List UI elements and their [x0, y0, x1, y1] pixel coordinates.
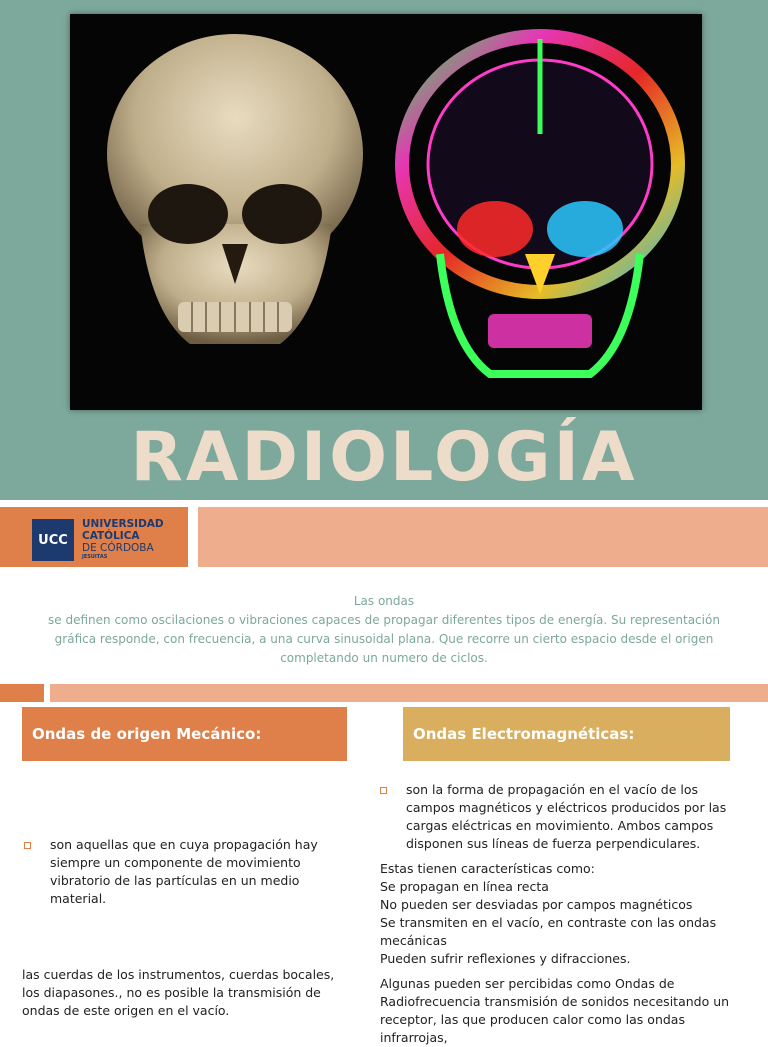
- feature-line: Estas tienen características como:: [380, 861, 595, 876]
- feature-line: No pueden ser desviadas por campos magnéticos: [380, 897, 693, 912]
- logo-line-1: UNIVERSIDAD: [82, 518, 164, 530]
- hero-banner: [0, 0, 768, 500]
- electromagnetic-features: [380, 860, 750, 968]
- feature-line: Pueden sufrir reflexiones y difracciones.: [380, 951, 631, 966]
- electromagnetic-waves-header: Ondas Electromagnéticas:: [403, 707, 730, 761]
- mechanical-waves-header: Ondas de origen Mecánico:: [22, 707, 347, 761]
- xray-skull: [402, 36, 678, 374]
- intro-text: [40, 592, 728, 668]
- decorative-strip-peach: [50, 684, 768, 702]
- skull-illustration: [70, 14, 702, 410]
- logo-line-2: CATÓLICA: [82, 530, 140, 542]
- logo-wordmark: [82, 518, 164, 560]
- electromagnetic-bullet-text: son la forma de propagación en el vacío de los campos magnéticos y eléctricos producidos por las cargas eléctricas en movimiento. Ambos campos disponen sus líneas de fuerza perpendiculares.: [406, 782, 727, 851]
- bullet-square-icon: [380, 787, 387, 794]
- bullet-square-icon: [24, 842, 31, 849]
- ucc-badge: UCC: [32, 519, 74, 561]
- decorative-bar: [198, 507, 768, 567]
- skull-comparison-image: [70, 14, 702, 410]
- intro-heading: Las ondas: [353, 594, 415, 608]
- logo-line-3: DE CÓRDOBA: [82, 542, 154, 554]
- feature-line: Se propagan en línea recta: [380, 879, 549, 894]
- decorative-strip-orange: [0, 684, 44, 702]
- university-logo: [0, 507, 188, 567]
- page-title: RADIOLOGÍA: [130, 418, 638, 497]
- bone-skull: [107, 34, 363, 344]
- feature-line: Se transmiten en el vacío, en contraste con las ondas mecánicas: [380, 915, 717, 948]
- mechanical-bullet-text: son aquellas que en cuya propagación hay siempre un componente de movimiento vibratorio de las partículas en un medio material.: [50, 837, 318, 906]
- mechanical-examples: las cuerdas de los instrumentos, cuerdas bocales, los diapasones., no es posible la transmisión de ondas de este origen en el vacío.: [22, 967, 335, 1018]
- logo-line-4: JESUITAS: [82, 554, 108, 560]
- electromagnetic-extra: Algunas pueden ser percibidas como Ondas de Radiofrecuencia transmisión de sonidos necesitando un receptor, las que producen calor como las ondas infrarrojas,: [380, 976, 730, 1045]
- intro-body: se definen como oscilaciones o vibraciones capaces de propagar diferentes tipos de energía. Su representación gráfica responde, con frecuencia, a una curva sinusoidal plana. Que recorre un cierto espacio desde el origen completando un numero de ciclos.: [48, 613, 720, 665]
